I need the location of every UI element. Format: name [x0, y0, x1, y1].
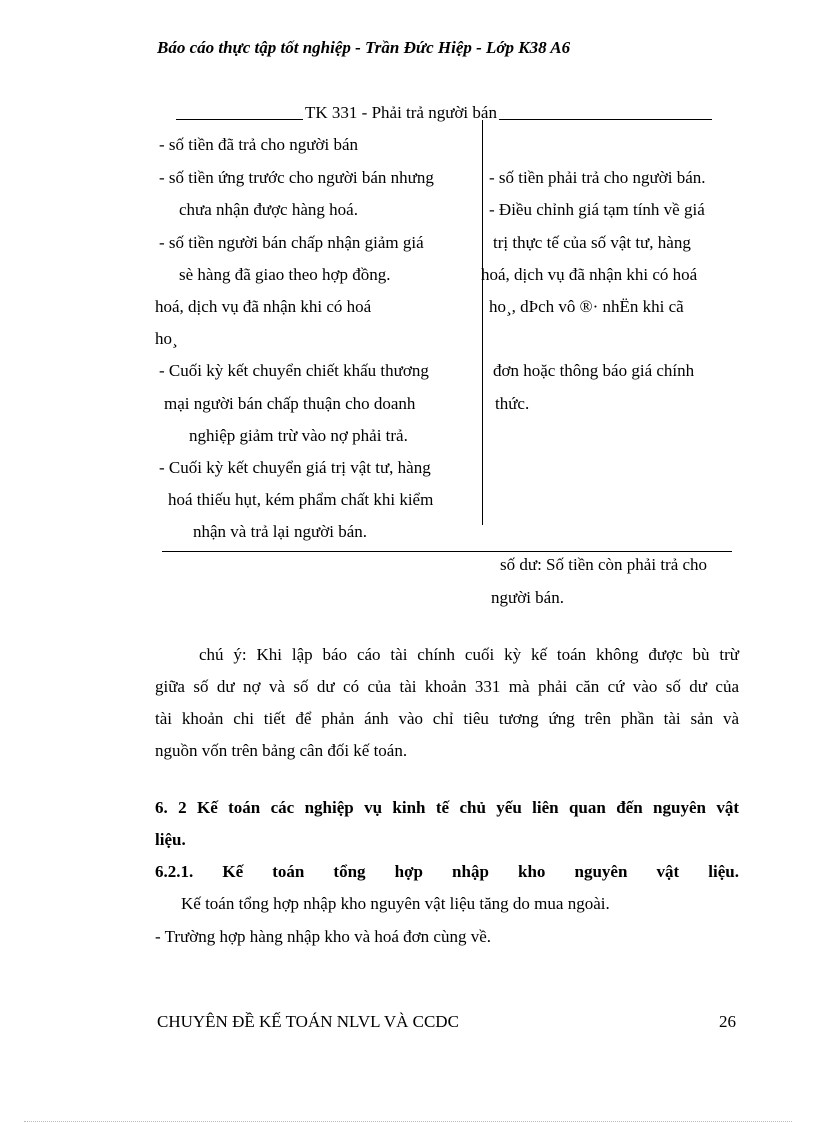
page-number: 26: [719, 1012, 736, 1031]
note-line: giữa số dư nợ và số dư có của tài khoản 331 mà phải căn cứ vào số dư của: [155, 677, 739, 696]
debit-line: hoá thiếu hụt, kém phẩm chất khi kiểm: [168, 490, 434, 509]
note-line: chú ý: Khi lập báo cáo tài chính cuối kỳ kế toán không được bù trừ: [199, 645, 739, 664]
debit-line: - Cuối kỳ kết chuyển chiết khấu thương: [159, 361, 429, 380]
t-account-divider: [482, 120, 483, 525]
credit-line: - Điều chỉnh giá tạm tính về giá: [489, 200, 705, 219]
body-line: - Trường hợp hàng nhập kho và hoá đơn cùng về.: [155, 927, 492, 946]
balance-line: số dư: Số tiền còn phải trả cho: [500, 555, 708, 574]
debit-line: - số tiền ứng trước cho người bán nhưng: [159, 168, 434, 187]
credit-line: trị thực tế của số vật tư, hàng: [493, 233, 691, 252]
balance-line: người bán.: [491, 588, 564, 607]
debit-line: hoá, dịch vụ đã nhận khi có hoá: [155, 297, 372, 316]
subsection-heading: 6.2.1. Kế toán tổng hợp nhập kho nguyên vật liệu.: [155, 862, 739, 881]
debit-line: - số tiền người bán chấp nhận giảm giá: [159, 233, 424, 252]
footer-title: CHUYÊN ĐỀ KẾ TOÁN NLVL VÀ CCDC: [157, 1012, 459, 1031]
t-account-bottom-rule: [162, 551, 732, 552]
body-line: Kế toán tổng hợp nhập kho nguyên vật liệu tăng do mua ngoài.: [181, 894, 610, 913]
credit-line: ho¸, dÞch vô ®· nhËn khi cã: [489, 297, 684, 316]
credit-line: - số tiền phải trả cho người bán.: [489, 168, 706, 187]
debit-line: - Cuối kỳ kết chuyển giá trị vật tư, hàng: [159, 458, 431, 477]
page-header-title: Báo cáo thực tập tốt nghiệp - Trần Đức Hiệp - Lớp K38 A6: [157, 38, 571, 57]
debit-line: ho¸: [155, 329, 178, 348]
note-line: nguồn vốn trên bảng cân đối kế toán.: [155, 741, 408, 760]
credit-line: hoá, dịch vụ đã nhận khi có hoá: [481, 265, 698, 284]
page-bottom-border: [24, 1121, 792, 1122]
credit-line: đơn hoặc thông báo giá chính: [493, 361, 695, 380]
debit-line: - số tiền đã trả cho người bán: [159, 135, 359, 154]
section-heading-line: 6. 2 Kế toán các nghiệp vụ kinh tế chủ yếu liên quan đến nguyên vật: [155, 798, 739, 817]
debit-line: mại người bán chấp thuận cho doanh: [164, 394, 416, 413]
debit-line: chưa nhận được hàng hoá.: [179, 200, 358, 219]
credit-line: thức.: [495, 394, 530, 413]
note-line: tài khoản chi tiết để phản ánh vào chỉ tiêu tương ứng trên phần tài sản và: [155, 709, 739, 728]
debit-line: sè hàng đã giao theo hợp đồng.: [179, 265, 391, 284]
debit-line: nhận và trả lại người bán.: [193, 522, 367, 541]
debit-line: nghiệp giảm trừ vào nợ phải trả.: [189, 426, 408, 445]
t-account-title: TK 331 - Phải trả người bán: [305, 103, 497, 122]
section-heading-line: liệu.: [155, 830, 186, 849]
